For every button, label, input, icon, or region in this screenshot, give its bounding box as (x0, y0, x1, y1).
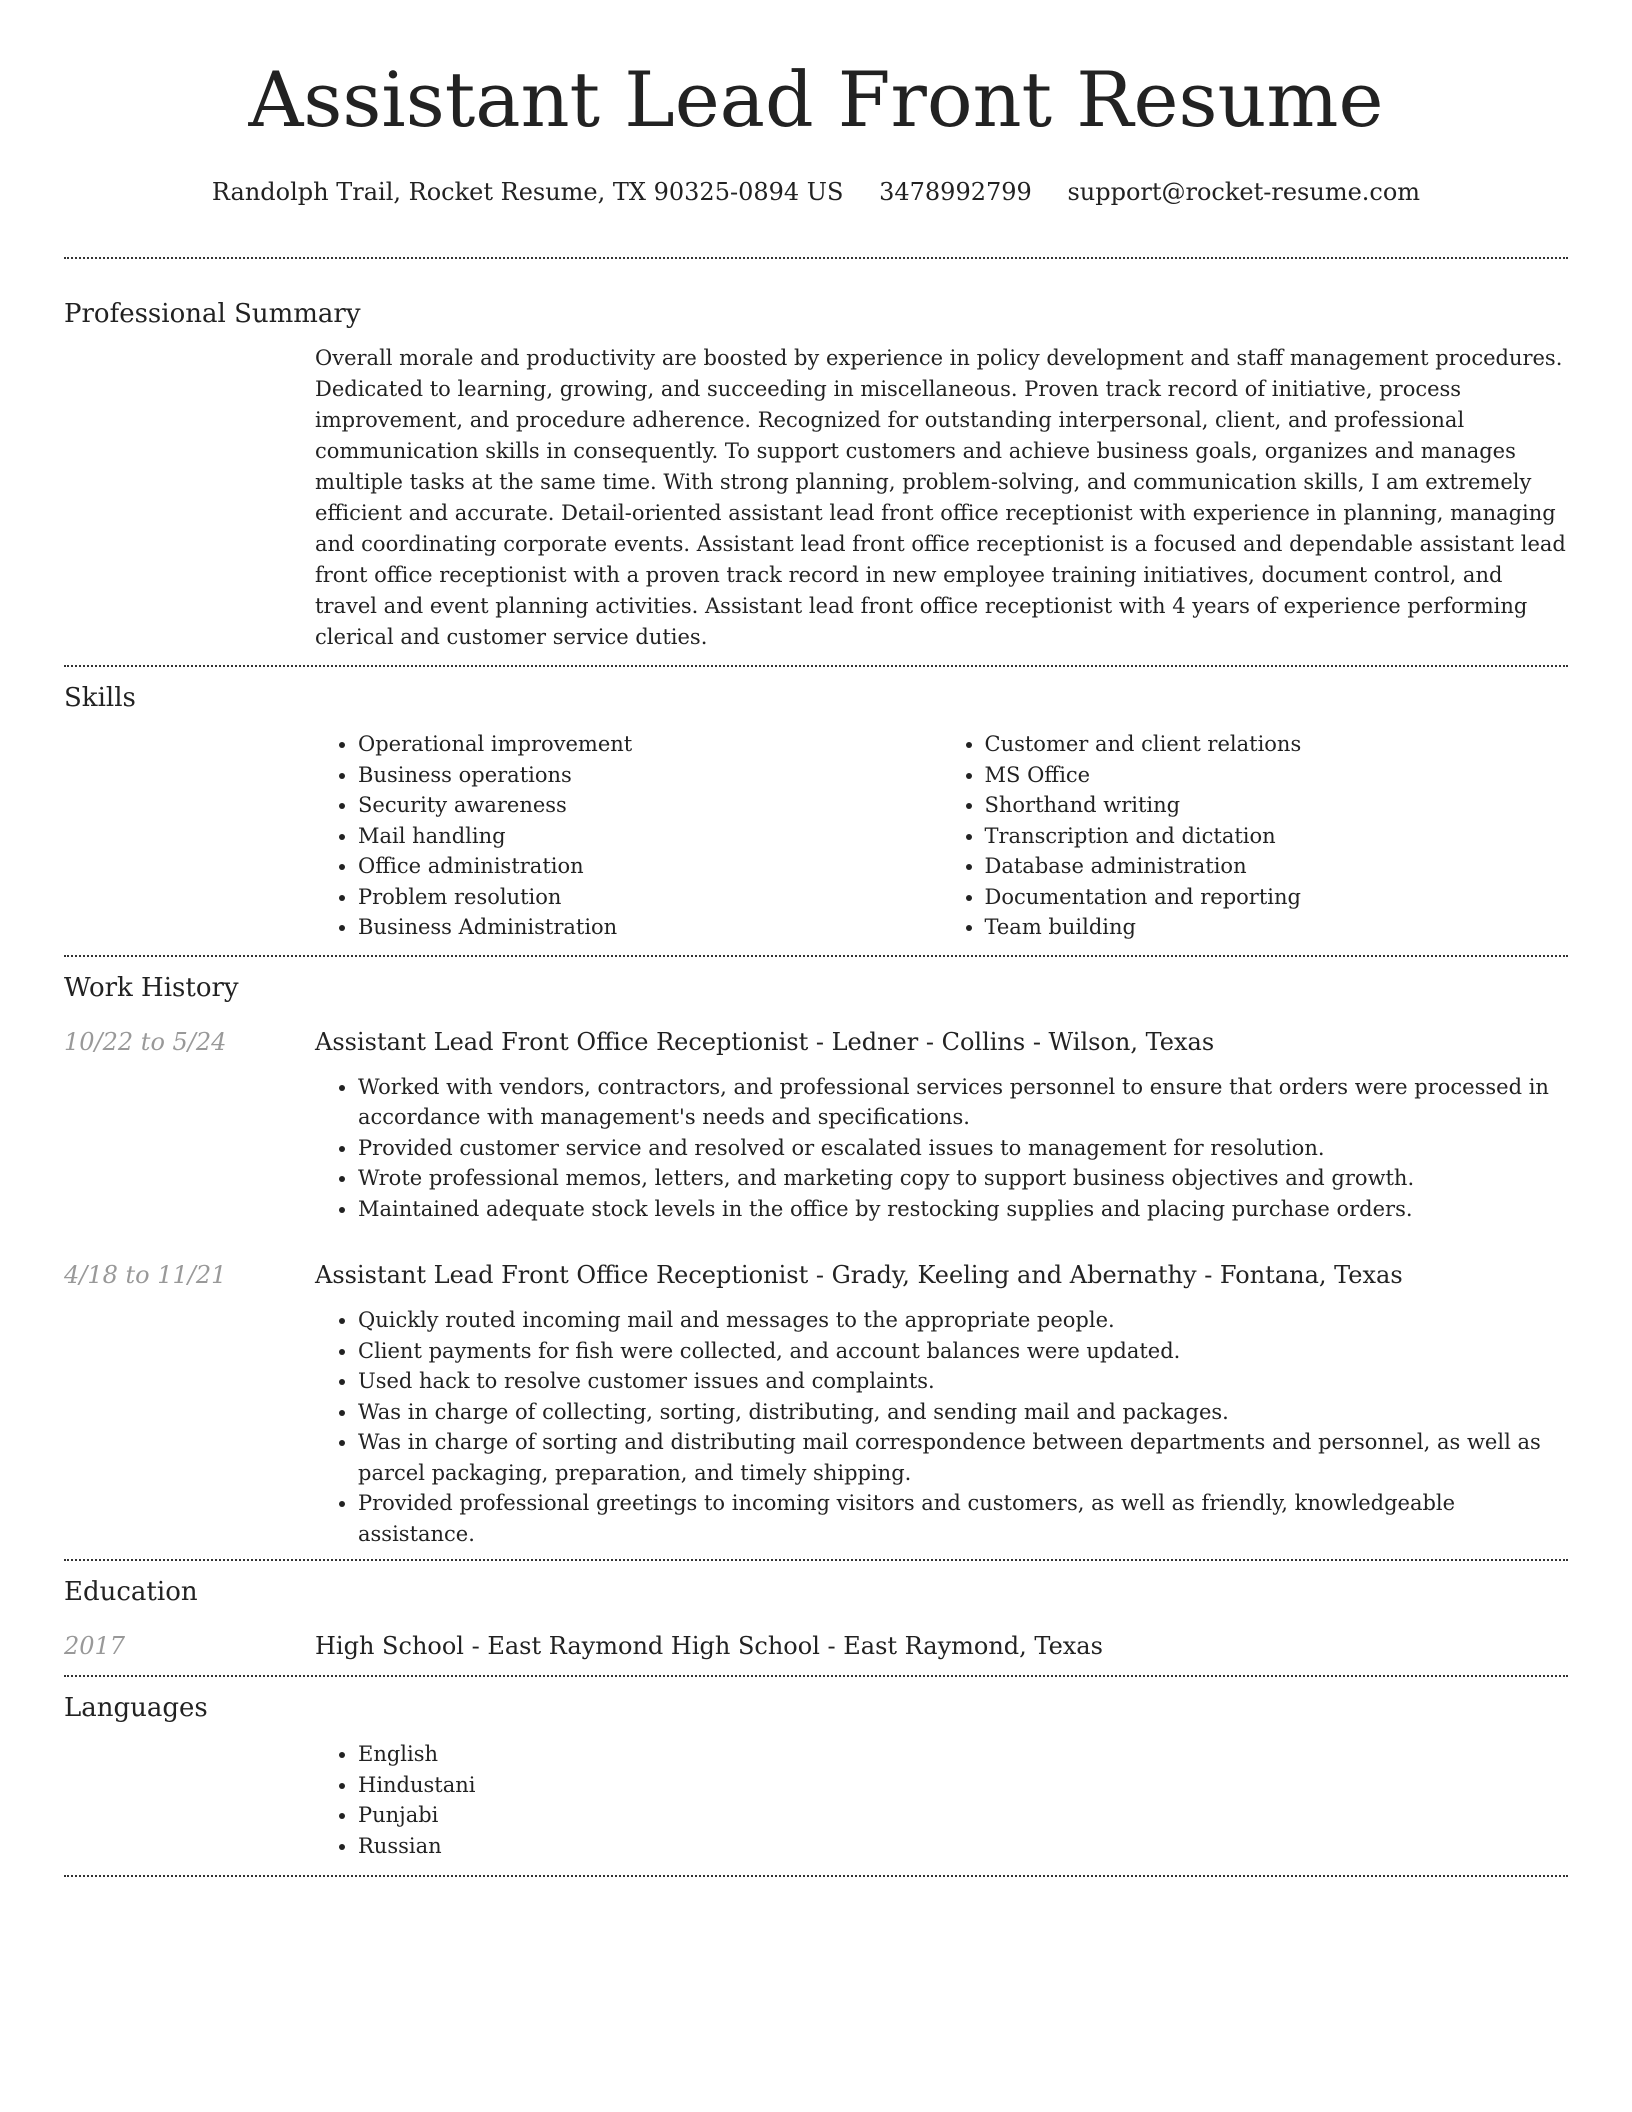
section-heading-education: Education (64, 1577, 198, 1607)
skill-item: • Business operations (358, 760, 942, 791)
skill-item: • Database administration (985, 851, 1569, 882)
job-title: Assistant Lead Front Office Receptionist - Grady, Keeling and Abernathy - Fontana, Texas (315, 1261, 1403, 1289)
skill-item: • Customer and client relations (985, 729, 1569, 760)
skills-section (64, 667, 1568, 943)
job-bullet: • Maintained adequate stock levels in the office by restocking supplies and placing purchase orders. (358, 1194, 1568, 1225)
job-dates: 10/22 to 5/24 (64, 1027, 227, 1056)
skill-item: • Documentation and reporting (985, 882, 1569, 913)
contact-line (64, 176, 1568, 208)
section-heading-languages: Languages (64, 1693, 208, 1723)
job-bullet: • Client payments for fish were collected, and account balances were updated. (358, 1336, 1568, 1367)
skill-item: • Transcription and dictation (985, 821, 1569, 852)
education-entry: High School - East Raymond High School - East Raymond, Texas (315, 1632, 1103, 1660)
languages-section (64, 1677, 1568, 1861)
job-bullet: • Was in charge of collecting, sorting, distributing, and sending mail and packages. (358, 1397, 1568, 1428)
skill-item: • Business Administration (358, 912, 942, 943)
skill-item: • Office administration (358, 851, 942, 882)
summary-text: Overall morale and productivity are boosted by experience in policy development and staff management procedures. Dedicated to learning, growing, and succeeding in miscellaneous. Proven track record of initiative, process improvement, and procedure adherence. Recognized for outstanding interpersonal, client, and professional communication skills in consequently. To support customers and achieve business goals, organizes and manages multiple tasks at the same time. With strong planning, problem-solving, and communication skills, I am extremely efficient and accurate. Detail-oriented assistant lead front office receptionist with experience in planning, managing and coordinating corporate events. Assistant lead front office receptionist is a focused and dependable assistant lead front office receptionist with a proven track record in new employee training initiatives, document control, and travel and event planning activities. Assistant lead front office receptionist with 4 years of experience performing clerical and customer service duties. (315, 346, 1566, 649)
skill-item: • Security awareness (358, 790, 942, 821)
skill-item: • Team building (985, 912, 1569, 943)
education-section (64, 1561, 1568, 1663)
job-bullet: • Was in charge of sorting and distributing mail correspondence between departments and personnel, as well as parcel packaging, preparation, and timely shipping. (358, 1427, 1568, 1488)
skill-item: • Operational improvement (358, 729, 942, 760)
contact-email[interactable]: support@rocket-resume.com (1067, 178, 1421, 206)
job-entry (64, 1258, 1568, 1549)
job-title: Assistant Lead Front Office Receptionist - Ledner - Collins - Wilson, Texas (315, 1027, 1215, 1056)
languages-list (315, 1739, 1568, 1861)
skill-item: • Problem resolution (358, 882, 942, 913)
job-bullet: • Worked with vendors, contractors, and professional services personnel to ensure that orders were processed in accordance with management's needs and specifications. (358, 1072, 1568, 1133)
job-dates: 4/18 to 11/21 (64, 1261, 227, 1289)
resume-page (64, 0, 1568, 1877)
job-bullet: • Wrote professional memos, letters, and marketing copy to support business objectives and growth. (358, 1163, 1568, 1194)
education-year: 2017 (64, 1632, 126, 1660)
job-bullet: • Provided customer service and resolved or escalated issues to management for resolution. (358, 1133, 1568, 1164)
work-history-section (64, 957, 1568, 1550)
summary-section (64, 259, 1568, 653)
job-bullet: • Provided professional greetings to incoming visitors and customers, as well as friendly, knowledgeable assistance. (358, 1488, 1568, 1549)
contact-address: Randolph Trail, Rocket Resume, TX 90325-0894 US (211, 178, 844, 206)
job-entry (64, 1025, 1568, 1225)
job-bullets (315, 1072, 1568, 1225)
skill-item: • Mail handling (358, 821, 942, 852)
skills-list-left (315, 729, 942, 943)
job-bullets (315, 1305, 1568, 1549)
section-heading-work: Work History (64, 972, 239, 1003)
skill-item: • Shorthand writing (985, 790, 1569, 821)
contact-phone: 3478992799 (879, 178, 1032, 206)
skills-list-right (942, 729, 1569, 943)
divider (64, 1875, 1568, 1877)
job-bullet: • Used hack to resolve customer issues and complaints. (358, 1366, 1568, 1397)
language-item: • Hindustani (358, 1770, 1568, 1801)
resume-title: Assistant Lead Front Resume (248, 55, 1384, 144)
job-bullet: • Quickly routed incoming mail and messages to the appropriate people. (358, 1305, 1568, 1336)
language-item: • Punjabi (358, 1800, 1568, 1831)
section-heading-skills: Skills (64, 683, 136, 713)
language-item: • English (358, 1739, 1568, 1770)
skill-item: • MS Office (985, 760, 1569, 791)
section-heading-summary: Professional Summary (64, 299, 361, 329)
language-item: • Russian (358, 1831, 1568, 1862)
